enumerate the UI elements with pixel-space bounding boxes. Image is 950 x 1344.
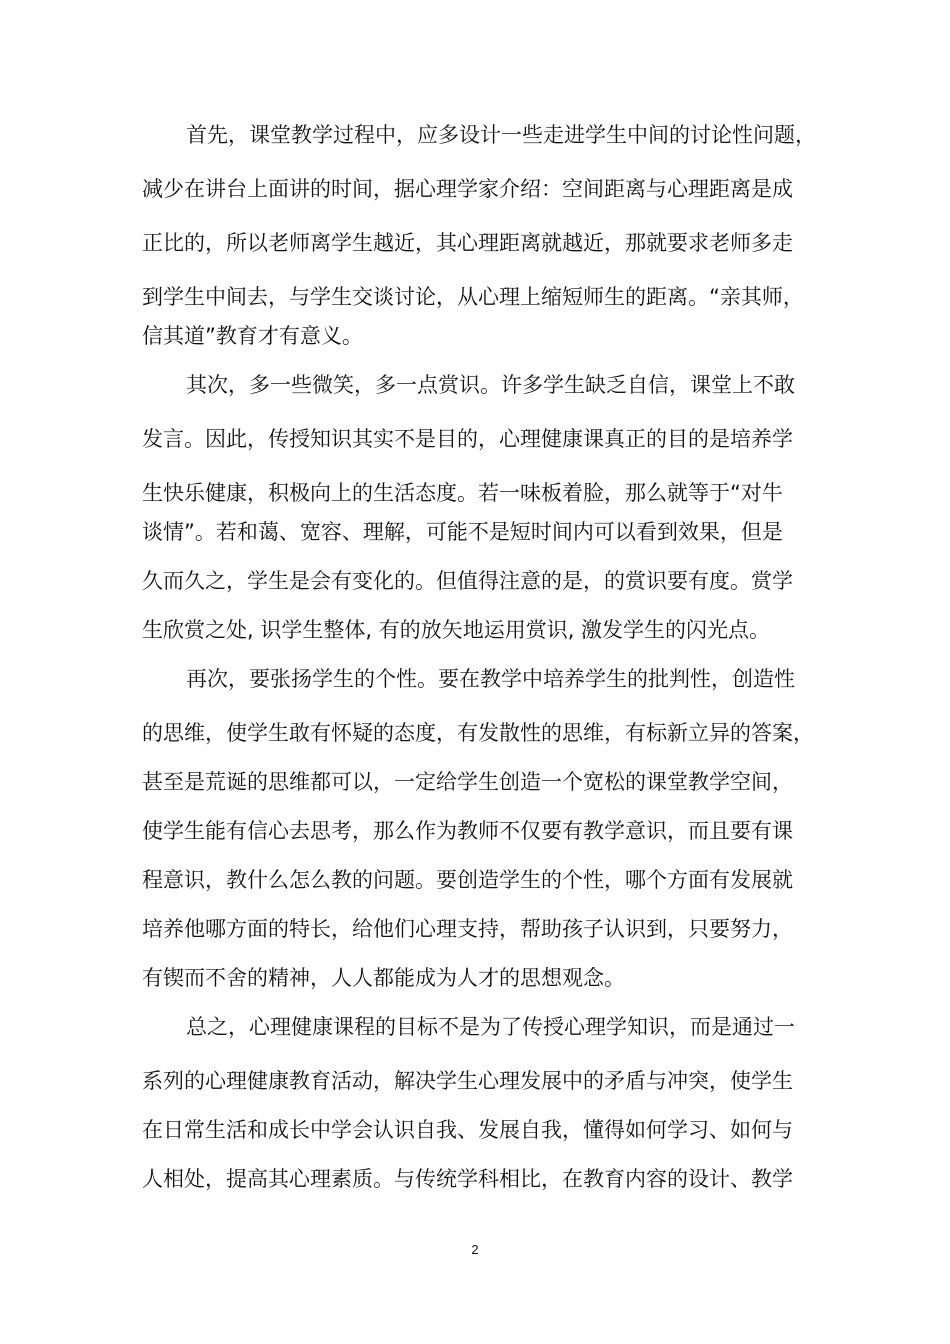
text-line: 久而久之，学生是会有变化的。但值得注意的是，的赏识要有度。赏学 — [142, 569, 793, 593]
text-line: 减少在讲台上面讲的时间，据心理学家介绍：空间距离与心理距离是成 — [142, 177, 793, 201]
text-line: 生快乐健康，积极向上的生活态度。若一味板着脸，那么就等于“对牛 — [142, 481, 783, 505]
text-line: 正比的，所以老师离学生越近，其心理距离就越近，那就要求老师多走 — [142, 231, 793, 255]
text-line: 程意识，教什么怎么教的问题。要创造学生的个性，哪个方面有发展就 — [142, 868, 793, 892]
text-line: 总之，心理健康课程的目标不是为了传授心理学知识，而是通过一 — [186, 1015, 795, 1039]
text-line: 其次，多一些微笑，多一点赏识。许多学生缺乏自信，课堂上不敢 — [186, 373, 795, 397]
text-line: 有锲而不舍的精神，人人都能成为人才的思想观念。 — [142, 966, 625, 990]
text-line: 信其道”教育才有意义。 — [142, 324, 363, 348]
text-line: 系列的心理健康教育活动，解决学生心理发展中的矛盾与冲突，使学生 — [142, 1069, 793, 1093]
text-line: 使学生能有信心去思考，那么作为教师不仅要有教学意识，而且要有课 — [142, 819, 793, 843]
text-line: 谈情”。若和蔼、宽容、理解，可能不是短时间内可以看到效果，但是 — [142, 520, 783, 544]
text-line: 的思维，使学生敢有怀疑的态度，有发散性的思维，有标新立异的答案， — [142, 721, 814, 745]
text-line: 再次，要张扬学生的个性。要在教学中培养学生的批判性，创造性 — [186, 667, 795, 691]
text-line: 人相处，提高其心理素质。与传统学科相比，在教育内容的设计、教学 — [142, 1167, 793, 1191]
text-line: 发言。因此，传授知识其实不是目的，心理健康课真正的目的是培养学 — [142, 427, 793, 451]
text-line: 培养他哪方面的特长，给他们心理支持，帮助孩子认识到，只要努力， — [142, 917, 793, 941]
text-line: 甚至是荒诞的思维都可以，一定给学生创造一个宽松的课堂教学空间， — [142, 770, 793, 794]
text-line: 到学生中间去，与学生交谈讨论，从心理上缩短师生的距离。“亲其师， — [142, 285, 804, 309]
text-line: 首先，课堂教学过程中，应多设计一些走进学生中间的讨论性问题， — [186, 123, 816, 147]
text-line: 生欣赏之处, 识学生整体, 有的放矢地运用赏识, 激发学生的闪光点。 — [142, 618, 771, 642]
page-number: 2 — [471, 1242, 479, 1257]
text-line: 在日常生活和成长中学会认识自我、发展自我，懂得如何学习、如何与 — [142, 1118, 793, 1142]
